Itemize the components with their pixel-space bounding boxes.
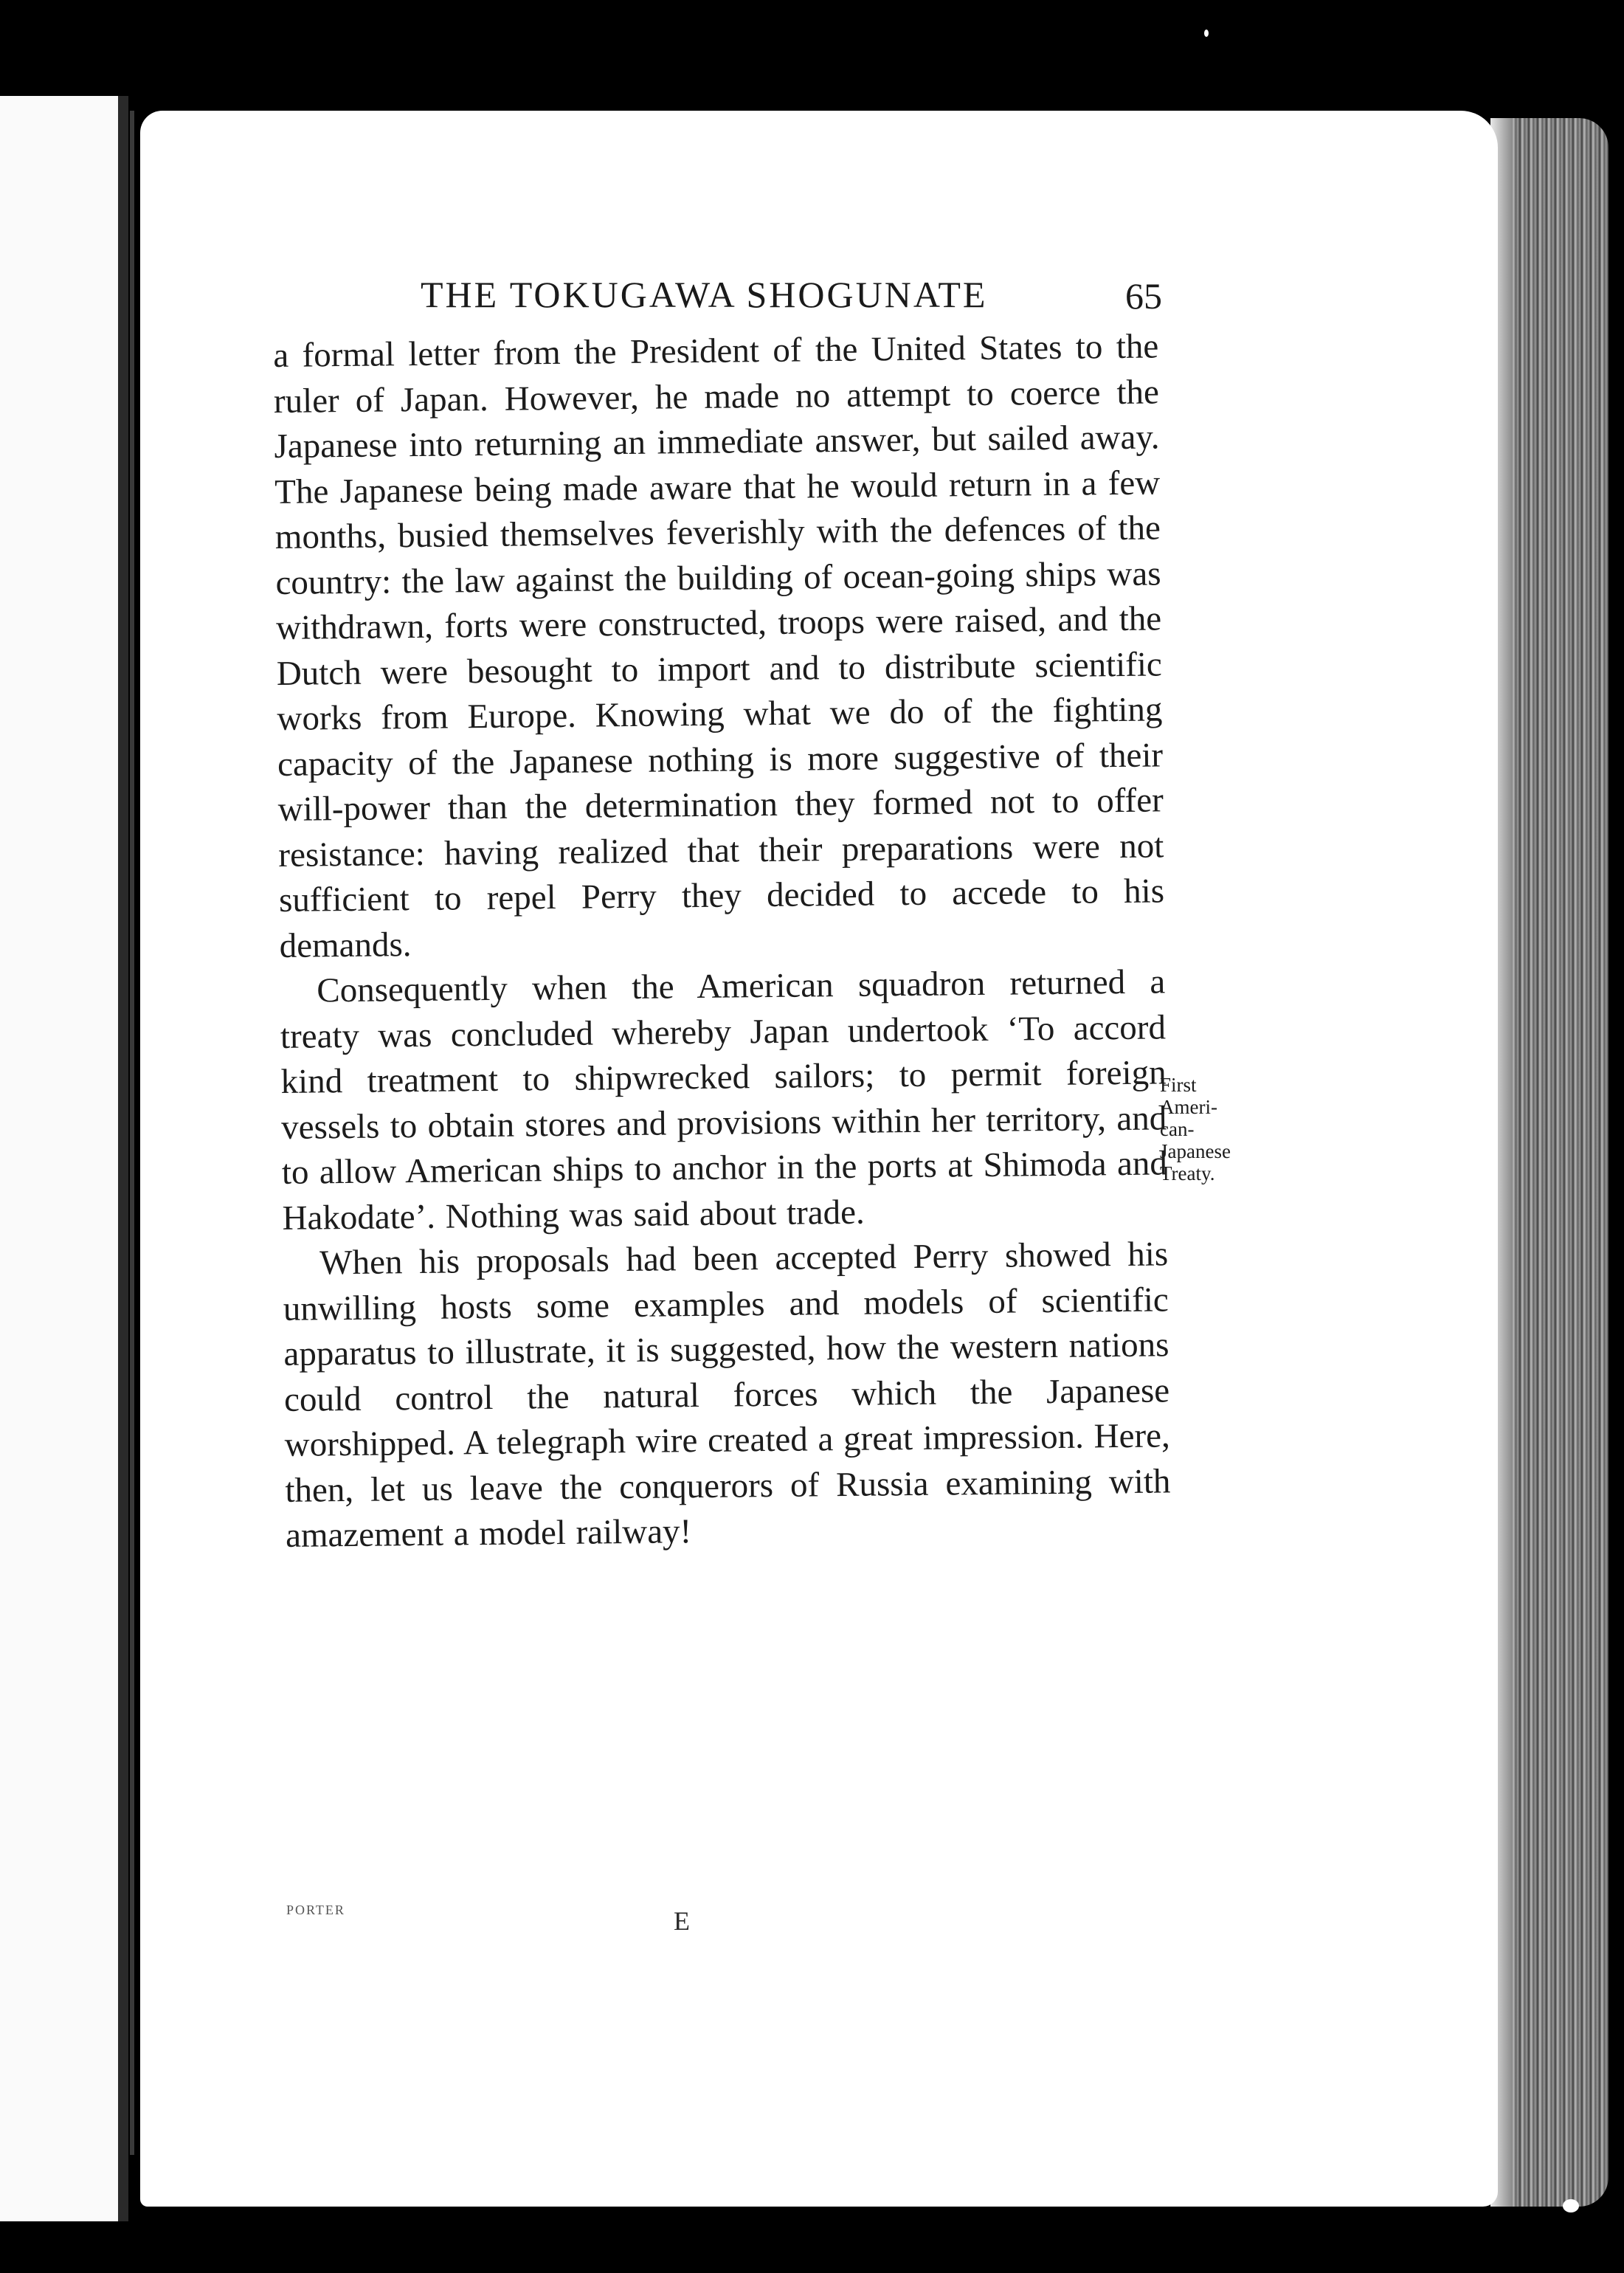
- running-title: THE TOKUGAWA SHOGUNATE: [421, 274, 988, 315]
- scan-speck: [1204, 30, 1209, 37]
- paragraph: Consequently when the American squadron returned a treaty was concluded whereby Japan undertook ‘To accord kind treatment to shipwrecked sailors; to permit foreign vessels to obtain stores and provisions within her territory, and to allow American ships to anchor in the ports at Shimoda and Hakodate’. Nothing was said about trade.: [280, 962, 1168, 1238]
- facing-page-edge: [0, 96, 128, 2221]
- page-number: 65: [1125, 275, 1162, 317]
- margin-sidenote: [1160, 1074, 1271, 1184]
- sidenote-line: Ameri-: [1160, 1096, 1217, 1118]
- paragraph: a formal letter from the President of the United States to the ruler of Japan. However, he made no attempt to coerce the Japanese into returning an immediate answer, but sailed away. The Japanese being made aware that he would return in a few months, busied themselves feverishly with the defences of the country: the law against the building of ocean-going ships was withdrawn, forts were constructed, troops were raised, and the Dutch were besought to import and to distribute scientific works from Europe. Knowing what we do of the fighting capacity of the Japanese nothing is more suggestive of their will-power than the determination they formed not to offer resistance: having realized that their preparations were not sufficient to repel Perry they decided to accede to his demands.: [273, 327, 1165, 965]
- page-fore-edge: [1498, 118, 1609, 2207]
- printer-signature: PORTER: [286, 1903, 345, 1917]
- sidenote-line: First: [1160, 1074, 1197, 1096]
- signature-mark: E: [674, 1906, 690, 1936]
- paragraph: When his proposals had been accepted Perry showed his unwilling hosts some examples and models of scientific apparatus to illustrate, it is suggested, how the western nations could control the natural forces which the Japanese worshipped. A telegraph wire created a great impression. Here, then, let us leave the conquerors of Russia examining with amazement a model railway!: [283, 1235, 1171, 1555]
- sidenote-line: can-: [1160, 1118, 1195, 1140]
- sidenote-line: Treaty.: [1160, 1162, 1215, 1184]
- body-text: [273, 324, 1171, 1559]
- book-gutter: [130, 111, 134, 2155]
- scan-speck: [1563, 2199, 1579, 2212]
- sidenote-line: Japanese: [1160, 1140, 1231, 1162]
